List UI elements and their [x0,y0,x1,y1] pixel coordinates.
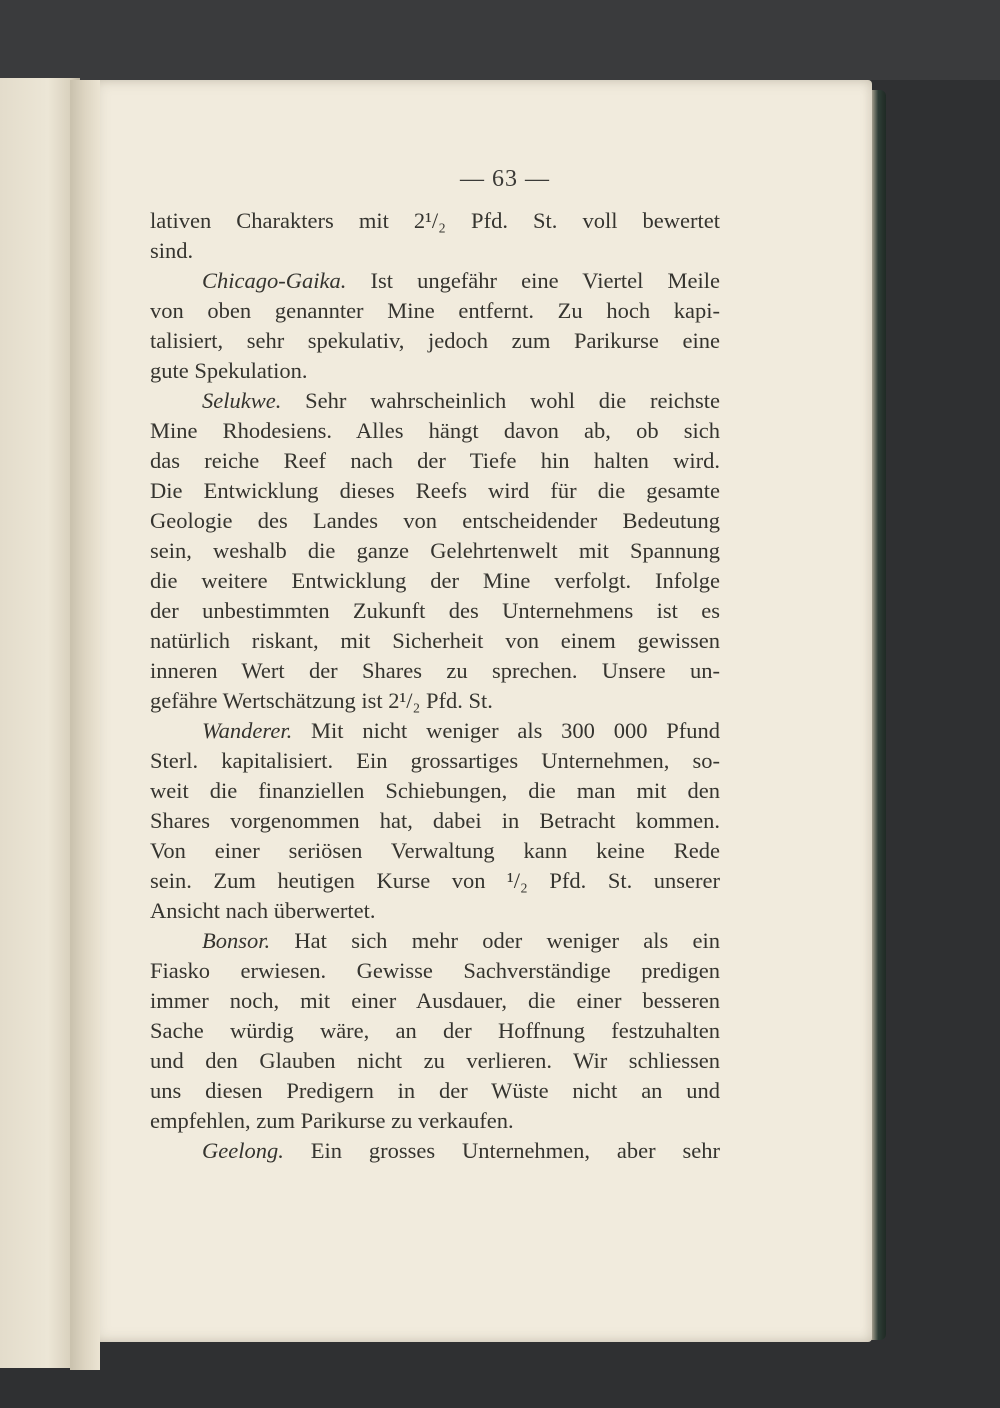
page-number: — 63 — [460,166,550,192]
text-line: Sache würdig wäre, an der Hoffnung festzuhalten [150,1018,720,1043]
text-line: Fiasko erwiesen. Gewisse Sachverständige predigen [150,958,720,983]
text-line: natürlich riskant, mit Sicherheit von einem gewissen [150,628,720,653]
text-line: Sterl. kapitalisiert. Ein grossartiges Unternehmen, so- [150,748,720,773]
text-line: sein, weshalb die ganze Gelehrtenwelt mit Spannung [150,538,720,563]
paragraph [150,206,720,266]
text-line: empfehlen, zum Parikurse zu verkaufen. [150,1108,514,1133]
text-line: Die Entwicklung dieses Reefs wird für die gesamte [150,478,720,503]
text-line: sind. [150,238,194,263]
paragraph-chicago-gaika [150,266,720,386]
text-line [150,716,720,746]
text-segment: Mit nicht weniger als 300 000 Pfund [292,718,720,743]
text-line: Ansicht nach überwertet. [150,898,376,923]
text-line: weit die finanziellen Schiebungen, die man mit den [150,778,720,803]
paragraph-wanderer [150,716,720,926]
text-line: Shares vorgenommen hat, dabei in Betracht kommen. [150,808,720,833]
text-segment: Ist ungefähr eine Viertel Meile [346,268,720,293]
text-line [150,386,720,416]
text-line: Geologie des Landes von entscheidender Bedeutung [150,508,720,533]
text-line: uns diesen Predigern in der Wüste nicht an und [150,1078,720,1103]
text-line: sein. Zum heutigen Kurse von ¹/₂ Pfd. St. unserer [150,868,720,893]
text-line: Mine Rhodesiens. Alles hängt davon ab, ob sich [150,418,720,443]
text-line: die weitere Entwicklung der Mine verfolgt. Infolge [150,568,720,593]
company-name: Selukwe. [202,388,282,413]
company-name: Bonsor. [202,928,271,953]
company-name: Geelong. [202,1138,284,1163]
company-name: Chicago-Gaika. [202,268,347,293]
paragraph-geelong [150,1136,720,1166]
background-top [0,0,1000,80]
text-line: gute Spekulation. [150,358,308,383]
text-line: inneren Wert der Shares zu sprechen. Unsere un- [150,658,720,683]
text-line: talisiert, sehr spekulativ, jedoch zum Parikurse eine [150,328,720,353]
text-line [150,926,720,956]
paragraph-bonsor [150,926,720,1136]
text-line [150,266,720,296]
page-text [150,206,720,1166]
company-name: Wanderer. [202,718,293,743]
paragraph-selukwe [150,386,720,716]
text-line: immer noch, mit einer Ausdauer, die einer besseren [150,988,720,1013]
text-segment: Hat sich mehr oder weniger als ein [270,928,720,953]
text-segment: Sehr wahrscheinlich wohl die reichste [281,388,720,413]
text-line: der unbestimmten Zukunft des Unternehmens ist es [150,598,720,623]
text-line [150,1136,720,1166]
text-line: gefähre Wertschätzung ist 2¹/₂ Pfd. St. [150,688,493,713]
text-line: lativen Charakters mit 2¹/₂ Pfd. St. voll bewertet [150,208,720,233]
left-page-edge [0,78,80,1368]
text-line: und den Glauben nicht zu verlieren. Wir schliessen [150,1048,720,1073]
text-segment: Ein grosses Unternehmen, aber sehr [283,1138,720,1163]
book-gutter [70,80,100,1370]
text-line: das reiche Reef nach der Tiefe hin halten wird. [150,448,720,473]
text-line: Von einer seriösen Verwaltung kann keine Rede [150,838,720,863]
text-line: von oben genannter Mine entfernt. Zu hoch kapi- [150,298,720,323]
